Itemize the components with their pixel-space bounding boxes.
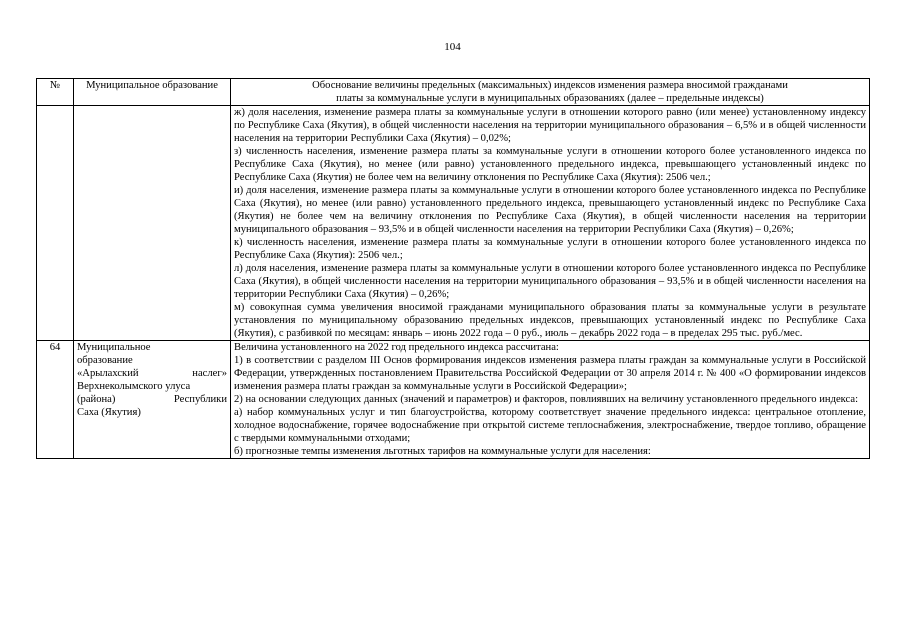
paragraph-i: и) доля населения, изменение размера платы за коммунальные услуги в отношении которого более установленного индекса по Республике Саха (Якутия), но менее (или равно) установленного предельного индекса, превышающего установленный индекс по Республике Саха (Якутия) не более чем на величину отклонения по Республике Саха (Якутия), в общей численности населения на территории муниципального образования – 93,5% и в общей численности населения на территории Республики Саха (Якутия) – 0,26%; xyxy=(234,185,866,235)
row-justification xyxy=(231,341,870,459)
header-justification-line2: платы за коммунальные услуги в муниципальных образованиях (далее – предельные индексы) xyxy=(336,93,764,104)
row-number xyxy=(37,106,74,341)
paragraph-l: л) доля населения, изменение размера платы за коммунальные услуги в отношении которого более установленного индекса по Республике Саха (Якутия), в общей численности населения на территории муниципального образования – 93,5% и в общей численности населения на территории Республики Саха (Якутия) – 0,26%; xyxy=(234,263,866,300)
row-municipality xyxy=(74,106,231,341)
table-row xyxy=(37,106,870,341)
header-municipality: Муниципальное образование xyxy=(74,79,231,106)
paragraph-z: з) численность населения, изменение размера платы за коммунальные услуги в отношении которого более установленного индекса по Республике Саха (Якутия), но менее (или равно) установленного предельного индекса, превышающего установленный индекс по Республике Саха (Якутия) не более чем на величину отклонения по Республике Саха (Якутия): 2506 чел.; xyxy=(234,146,866,183)
row-justification xyxy=(231,106,870,341)
municipality-line: «Арылахский наслег» xyxy=(77,368,227,379)
municipality-line: Верхнеколымского улуса xyxy=(77,381,191,392)
paragraph-1: 1) в соответствии с разделом III Основ формирования индексов изменения размера платы граждан за коммунальные услуги в Российской Федерации, утвержденных постановлением Правительства Российской Федерации от 30 апреля 2014 г. № 400 «О формировании индексов изменения размера платы граждан за коммунальные услуги в Российской Федерации»; xyxy=(234,355,866,392)
paragraph-a: а) набор коммунальных услуг и тип благоустройства, которому соответствует значение предельного индекса: центральное отопление, холодное водоснабжение, горячее водоснабжение при открытой системе теплоснабжения, электроснабжение, твердое топливо, обращение с твердыми коммунальными отходами; xyxy=(234,407,866,444)
paragraph-zh: ж) доля населения, изменение размера платы за коммунальные услуги в отношении которого равно (или менее) установленному индексу по Республике Саха (Якутия), в общей численности населения на территории муниципального образования – 6,5% и в общей численности населения на территории Республики Саха (Якутия) – 0,02%; xyxy=(234,107,866,144)
paragraph-k: к) численность населения, изменение размера платы за коммунальные услуги в отношении которого более установленного индекса по Республике Саха (Якутия): 2506 чел.; xyxy=(234,237,866,261)
row-municipality xyxy=(74,341,231,459)
municipality-line: (района) Республики xyxy=(77,394,227,405)
indices-table xyxy=(36,78,870,459)
table-header-row xyxy=(37,79,870,106)
paragraph-m: м) совокупная сумма увеличения вносимой гражданами муниципального образования платы за коммунальные услуги в результате установления по муниципальному образованию предельных индексов, превышающих установленный индекс по Республике Саха (Якутия), с разбивкой по месяцам: январь – июнь 2022 года – 0 руб., июль – декабрь 2022 года – в пределах 295 тыс. руб./мес. xyxy=(234,302,866,339)
municipality-line: Муниципальное xyxy=(77,342,151,353)
table-row xyxy=(37,341,870,459)
header-justification-line1: Обоснование величины предельных (максимальных) индексов изменения размера вносимой гражданами xyxy=(312,80,788,91)
header-number: № xyxy=(37,79,74,106)
municipality-line: образование xyxy=(77,355,133,366)
header-justification xyxy=(231,79,870,106)
paragraph-2: 2) на основании следующих данных (значений и параметров) и факторов, повлиявших на величину установленного предельного индекса: xyxy=(234,394,859,405)
municipality-line: Саха (Якутия) xyxy=(77,407,141,418)
page-number: 104 xyxy=(444,41,461,53)
row-number: 64 xyxy=(37,341,74,459)
paragraph-intro: Величина установленного на 2022 год предельного индекса рассчитана: xyxy=(234,342,559,353)
paragraph-b: б) прогнозные темпы изменения льготных тарифов на коммунальные услуги для населения: xyxy=(234,446,651,457)
